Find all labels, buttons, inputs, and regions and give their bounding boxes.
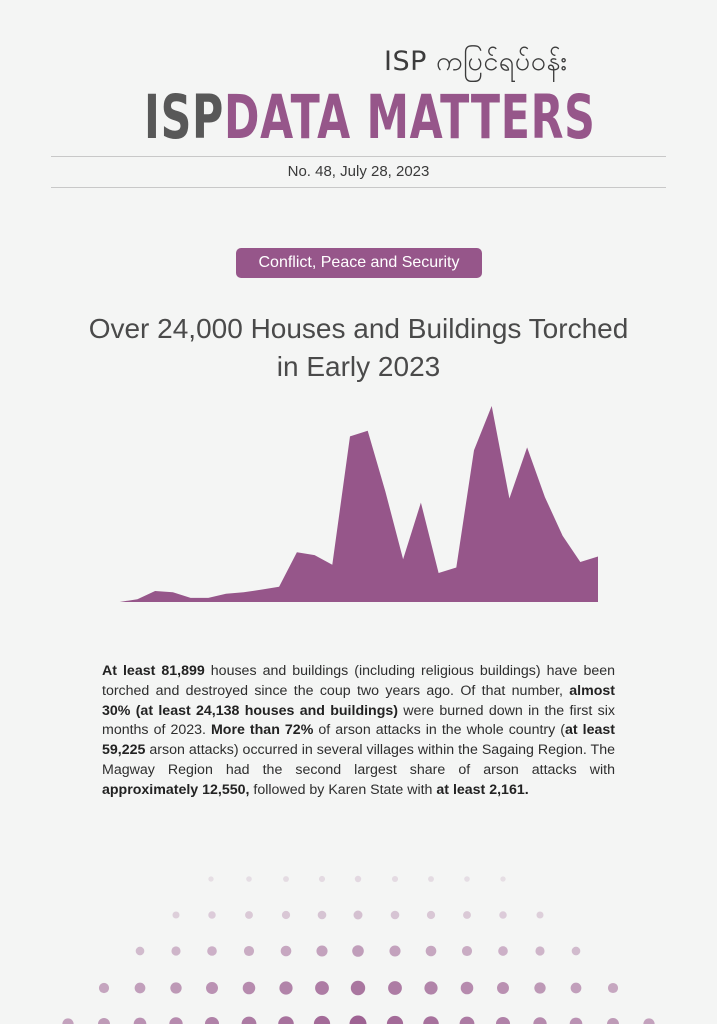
decorative-dot [283, 876, 289, 882]
decorative-dot [389, 945, 400, 956]
decorative-dot [461, 982, 474, 995]
decorative-dot [316, 945, 327, 956]
decorative-dot [354, 911, 363, 920]
decorative-dot [460, 1017, 475, 1024]
decorative-dot [427, 911, 435, 919]
issue-info: No. 48, July 28, 2023 [287, 163, 430, 180]
category-badge: Conflict, Peace and Security [236, 248, 482, 278]
decorative-dot [535, 946, 544, 955]
body-text-3: of arson attacks in the whole country ( [313, 722, 565, 739]
article-title-line-2: in Early 2023 [276, 351, 441, 382]
decorative-dot [462, 946, 472, 956]
decorative-dot [170, 982, 181, 993]
decorative-dot [498, 946, 508, 956]
decorative-dot [496, 1017, 510, 1024]
decorative-dot [62, 1018, 73, 1024]
decorative-dot [135, 983, 146, 994]
decorative-dot [536, 911, 543, 918]
decorative-dot [497, 982, 509, 994]
decorative-dot [171, 946, 180, 955]
body-text-4: arson attacks) occurred in several villages within the Sagaing Region. The Magway Region had the second largest share of arson attacks with [102, 742, 615, 778]
decorative-dot [643, 1018, 654, 1024]
decorative-dot [392, 876, 398, 882]
decorative-dot [172, 911, 179, 918]
decorative-dot [352, 945, 364, 957]
article-title-line-1: Over 24,000 Houses and Buildings Torched [88, 313, 629, 344]
decorative-dot [428, 876, 434, 882]
decorative-dot [207, 946, 217, 956]
decorative-dot [169, 1017, 182, 1024]
decorative-dot [282, 911, 290, 919]
decorative-dot [500, 876, 505, 881]
decorative-dot [426, 946, 437, 957]
body-bold-3: More than 72% [210, 722, 314, 739]
decorative-dot [243, 982, 256, 995]
decorative-dot [281, 946, 292, 957]
decorative-dot [319, 876, 325, 882]
body-bold-4: at least 59,225 [102, 722, 615, 759]
decorative-dot [246, 876, 252, 882]
decorative-dot [279, 981, 292, 994]
decorative-dot [571, 983, 582, 994]
decorative-dot [608, 983, 618, 993]
decorative-dot [351, 981, 365, 995]
body-bold-2: almost 30% (at least 24,138 houses and buildings) [102, 682, 615, 719]
decorative-dot [391, 911, 400, 920]
decorative-dot [388, 981, 402, 995]
decorative-dot [533, 1017, 546, 1024]
decorative-dot [607, 1018, 619, 1024]
decorative-dot [463, 911, 471, 919]
decorative-dot [534, 982, 545, 993]
decorative-dot [136, 947, 145, 956]
body-text-1: houses and buildings (including religious buildings) have been torched and destroyed since the coup two years ago. Of that number, [102, 663, 615, 699]
decorative-dot [315, 981, 329, 995]
decorative-dot [355, 876, 361, 882]
decorative-dot [98, 1018, 110, 1024]
decorative-dot [314, 1016, 330, 1024]
decorative-dot [464, 876, 470, 882]
body-bold-6: at least 2,161. [436, 781, 529, 798]
masthead-isp: ISP [144, 82, 225, 153]
decorative-dot [99, 983, 109, 993]
body-text-5: followed by Karen State with [249, 781, 437, 798]
decorative-dot [572, 947, 581, 956]
decorative-dot [350, 1016, 367, 1024]
masthead-data-matters: DATA MATTERS [224, 82, 596, 153]
decorative-dot [242, 1017, 257, 1024]
body-bold-5: approximately 12,550, [102, 781, 250, 798]
decorative-dot [205, 1017, 219, 1024]
decorative-dot [134, 1018, 147, 1024]
decorative-dot [318, 911, 327, 920]
decorative-dot [499, 911, 506, 918]
decorative-dot [570, 1018, 583, 1024]
body-text-2: were burned down in the first six months of 2023. [102, 702, 615, 739]
decorative-dot [208, 876, 213, 881]
header-subtitle: ISP ကပြင်ရပ်ဝန်း [384, 46, 568, 77]
decorative-dot [278, 1016, 294, 1024]
decorative-dot [206, 982, 218, 994]
decorative-dot [208, 911, 215, 918]
decorative-dot [245, 911, 253, 919]
body-bold-1: At least 81,899 [102, 663, 205, 679]
decorative-dot [424, 981, 437, 994]
decorative-dot [244, 946, 254, 956]
decorative-dot [387, 1016, 403, 1024]
decorative-dot [423, 1016, 439, 1024]
